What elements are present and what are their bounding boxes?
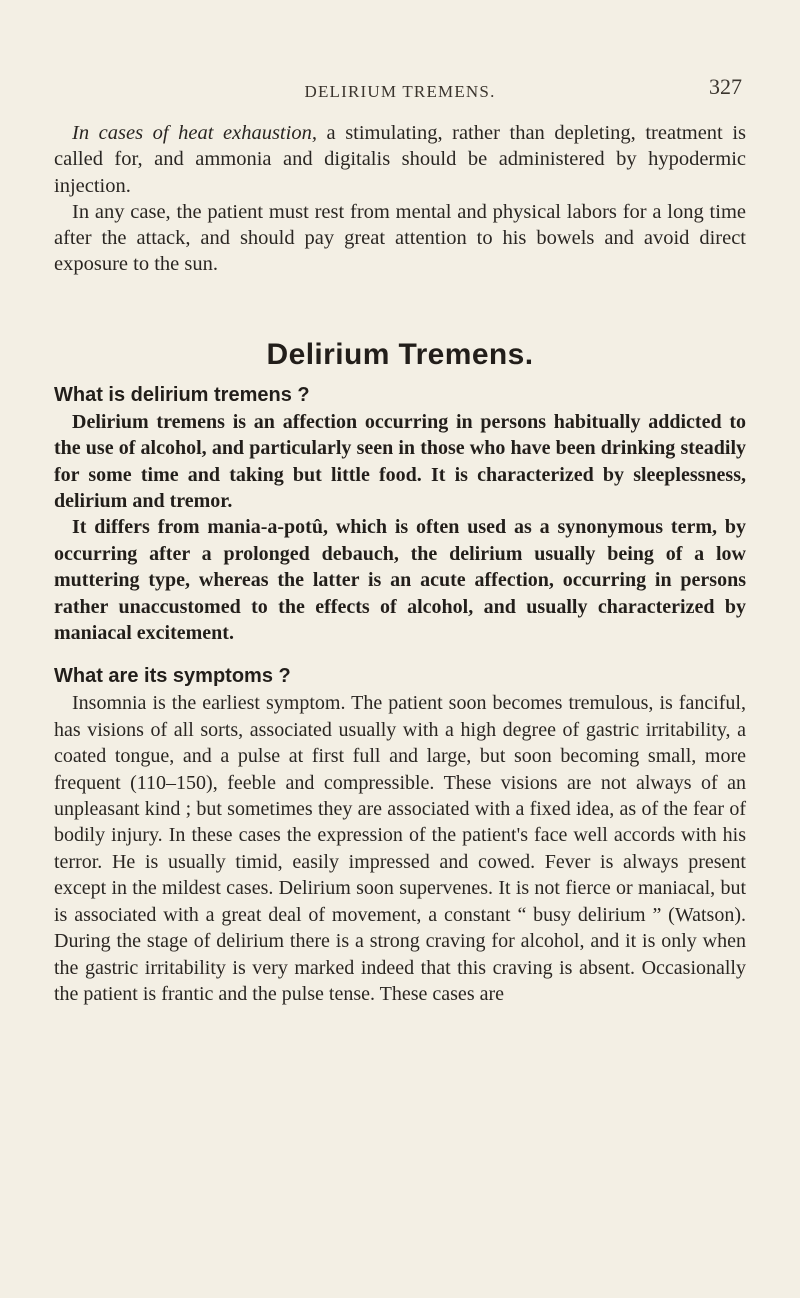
answer-1-paragraph-1: Delirium tremens is an affection occurring in persons habitually addicted to the use of alcohol, and particularly seen in those who have been drinking steadily for some time and taking but little food. It is characterized by sleeplessness, delirium and tremor. <box>54 410 746 512</box>
intro-paragraph-2: In any case, the patient must rest from mental and physical labors for a long time after the attack, and should pay great attention to his bowels and avoid direct exposure to the sun. <box>54 200 746 276</box>
page-number: 327 <box>709 74 742 99</box>
answer-1 <box>54 409 746 647</box>
answer-2 <box>54 690 746 1007</box>
body-text <box>54 120 746 1007</box>
answer-2-paragraph-1: Insomnia is the earliest symptom. The patient soon becomes tremulous, is fanciful, has visions of all sorts, associated usually with a high degree of gastric irritability, a coated tongue, and a pulse at first full and large, but soon becoming small, more frequent (110–150), feeble and compressible. These visions are not always of an unpleasant kind ; but sometimes they are associated with a fixed idea, as of the fear of bodily injury. In these cases the expression of the patient's face well accords with his terror. He is usually timid, easily impressed and cowed. Fever is always present except in the mildest cases. Delirium soon supervenes. It is not fierce or maniacal, but is associated with a great deal of movement, a constant “ busy delirium ” (Watson). During the stage of delirium there is a strong craving for alcohol, and it is only when the gastric irritability is very marked indeed that this craving is absent. Occasionally the patient is frantic and the pulse tense. These cases are <box>54 692 746 1005</box>
intro-paragraph-1-rest: a stimulating, rather than depleting, treatment is called for, and ammonia and digitalis should be administered by hypodermic injection. <box>54 122 746 197</box>
section-title: Delirium Tremens. <box>266 337 534 371</box>
intro-paragraph-1 <box>54 120 746 199</box>
running-head <box>0 74 800 108</box>
heat-exhaustion-italic: In cases of heat exhaustion, <box>72 122 317 144</box>
question-2: What are its symptoms ? <box>54 665 291 688</box>
running-title: DELIRIUM TREMENS. <box>304 82 496 101</box>
answer-1-paragraph-2: It differs from mania-a-potû, which is often used as a synonymous term, by occurring after a prolonged debauch, the delirium usually being of a low muttering type, whereas the latter is an acute affection, occurring in persons rather unaccustomed to the effects of alcohol, and usually characterized by maniacal excitement. <box>54 516 746 645</box>
question-1: What is delirium tremens ? <box>54 383 310 406</box>
